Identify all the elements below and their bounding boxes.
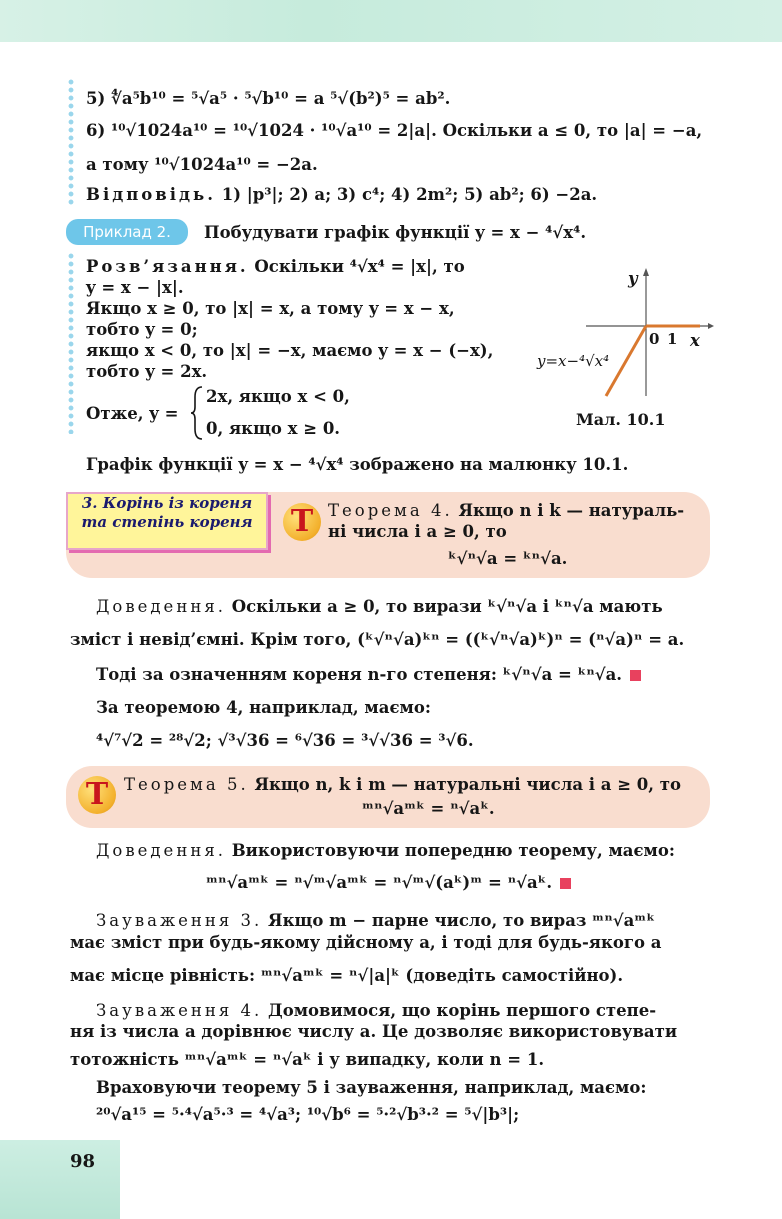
proof-5-label: Доведення. xyxy=(96,841,226,860)
remark-3-line-2: має зміст при будь-якому дійсному a, і тоді для будь-якого a xyxy=(70,933,662,952)
answer-text: 1) |p³|; 2) a; 3) c⁴; 4) 2m²; 5) ab²; 6) −2a. xyxy=(215,185,598,204)
remark-4-line-3: тотожність ᵐⁿ√aᵐᵏ = ⁿ√aᵏ і у випадку, коли n = 1. xyxy=(70,1050,545,1069)
remark-4-line-1 xyxy=(96,1000,656,1021)
proof-5-line-2 xyxy=(206,872,571,893)
section-heading-line: 3. Корінь із кореня xyxy=(81,494,253,512)
theorem-5-label: Теорема 5. xyxy=(124,775,249,794)
closing-line-1: Враховуючи теорему 5 і зауваження, наприклад, маємо: xyxy=(96,1078,647,1097)
solution-line: якщо x < 0, то |x| = −x, маємо y = x − (−x), xyxy=(86,341,494,360)
solution-line: y = x − |x|. xyxy=(86,278,184,297)
example-badge: Приклад 2. xyxy=(66,219,188,245)
proof-5-text: Використовуючи попередню теорему, маємо: xyxy=(225,841,675,860)
theorem-4-text: Якщо n і k — натураль- xyxy=(452,501,685,520)
solution-line: Якщо x ≥ 0, то |x| = x, а тому y = x − x, xyxy=(86,299,455,318)
x-axis-arrow-icon xyxy=(708,323,714,329)
solution-line: тобто y = 0; xyxy=(86,320,198,339)
solution-label: Розв’язання. xyxy=(86,257,249,276)
proof-4-line-3 xyxy=(96,664,641,685)
figure-zero: 0 xyxy=(649,330,660,348)
figure-function-label: y=x−⁴√x⁴ xyxy=(537,352,610,370)
solution-text: Оскільки ⁴√x⁴ = |x|, то xyxy=(248,257,465,276)
remark-4-text: Домовимося, що корінь першого степе- xyxy=(262,1001,657,1020)
answer-line xyxy=(86,184,597,205)
solution-line: тобто y = 2x. xyxy=(86,362,208,381)
solution-line-7: а тому ¹⁰√1024a¹⁰ = −2a. xyxy=(86,155,318,174)
remark-3-line-3: має місце рівність: ᵐⁿ√aᵐᵏ = ⁿ√|a|ᵏ (доведіть самостійно). xyxy=(70,966,624,985)
section-heading-line: та степінь кореня xyxy=(81,513,253,531)
figure-x-label: x xyxy=(690,331,700,350)
remark-4-label: Зауваження 4. xyxy=(96,1001,263,1020)
corner-decor xyxy=(0,1140,120,1219)
theorem-icon: T xyxy=(283,503,321,541)
theorem-4-formula: ᵏ√ⁿ√a = ᵏⁿ√a. xyxy=(448,549,568,568)
case-2: 0, якщо x ≥ 0. xyxy=(206,419,341,438)
so-label: Отже, y = xyxy=(86,404,179,423)
end-of-proof-icon xyxy=(630,670,641,681)
figure-one: 1 xyxy=(667,330,678,348)
remark-4-line-2: ня із числа a дорівнює числу a. Це дозволяє використовувати xyxy=(70,1022,678,1041)
remark-3-label: Зауваження 3. xyxy=(96,911,263,930)
theorem-icon: T xyxy=(78,776,116,814)
theorem-5-text: Якщо n, k і m — натуральні числа і a ≥ 0, то xyxy=(248,775,681,794)
proof-4-label: Доведення. xyxy=(96,597,226,616)
y-axis-arrow-icon xyxy=(643,268,649,276)
proof-5-formula: ᵐⁿ√aᵐᵏ = ⁿ√ᵐ√aᵐᵏ = ⁿ√ᵐ√(aᵏ)ᵐ = ⁿ√aᵏ. xyxy=(206,873,553,892)
solution-heading xyxy=(86,256,465,277)
section-heading-box xyxy=(66,492,268,550)
page-number: 98 xyxy=(70,1151,96,1172)
remark-3-line-1 xyxy=(96,910,655,931)
theorem-5-line-1 xyxy=(124,774,681,795)
theorem-4-line-2: ні числа і a ≥ 0, то xyxy=(328,522,507,541)
answer-label: Відповідь. xyxy=(86,185,216,204)
remark-3-text: Якщо m − парне число, то вираз ᵐⁿ√aᵐᵏ xyxy=(262,911,655,930)
closing-line-2: ²⁰√a¹⁵ = ⁵·⁴√a⁵·³ = ⁴√a³; ¹⁰√b⁶ = ⁵·²√b³·² = ⁵√|b³|; xyxy=(96,1105,520,1124)
example-task: Побудувати графік функції y = x − ⁴√x⁴. xyxy=(204,223,587,242)
graph-sentence: Графік функції y = x − ⁴√x⁴ зображено на малюнку 10.1. xyxy=(86,455,629,474)
solution-line-6: 6) ¹⁰√1024a¹⁰ = ¹⁰√1024 · ¹⁰√a¹⁰ = 2|a|. Оскільки a ≤ 0, то |a| = −a, xyxy=(86,121,703,140)
proof-4-line-2: зміст і невід’ємні. Крім того, (ᵏ√ⁿ√a)ᵏⁿ = ((ᵏ√ⁿ√a)ᵏ)ⁿ = (ⁿ√a)ⁿ = a. xyxy=(70,630,685,649)
case-1: 2x, якщо x < 0, xyxy=(206,387,350,406)
margin-dots xyxy=(68,252,74,434)
theorem-5-formula: ᵐⁿ√aᵐᵏ = ⁿ√aᵏ. xyxy=(362,799,495,818)
graph-line-negative xyxy=(606,326,646,396)
proof-4-text: Оскільки a ≥ 0, то вирази ᵏ√ⁿ√a і ᵏⁿ√a мають xyxy=(225,597,663,616)
proof-4-text: Тоді за означенням кореня n-го степеня: ᵏ√ⁿ√a = ᵏⁿ√a. xyxy=(96,665,623,684)
proof-4-line-1 xyxy=(96,596,663,617)
figure-caption: Мал. 10.1 xyxy=(576,410,666,429)
margin-dots xyxy=(68,78,74,206)
proof-4-line-4: За теоремою 4, наприклад, маємо: xyxy=(96,698,431,717)
theorem-4-label: Теорема 4. xyxy=(328,501,453,520)
top-decor-band xyxy=(0,0,782,42)
proof-4-line-5: ⁴√⁷√2 = ²⁸√2; √³√36 = ⁶√36 = ³√√36 = ³√6. xyxy=(96,731,474,750)
solution-line-5: 5) ∜a⁵b¹⁰ = ⁵√a⁵ · ⁵√b¹⁰ = a ⁵√(b²)⁵ = ab². xyxy=(86,89,451,108)
figure-y-label: y xyxy=(628,269,638,288)
end-of-proof-icon xyxy=(560,878,571,889)
case-brace xyxy=(190,385,204,441)
theorem-4-line-1 xyxy=(328,500,684,521)
proof-5-line-1 xyxy=(96,840,675,861)
